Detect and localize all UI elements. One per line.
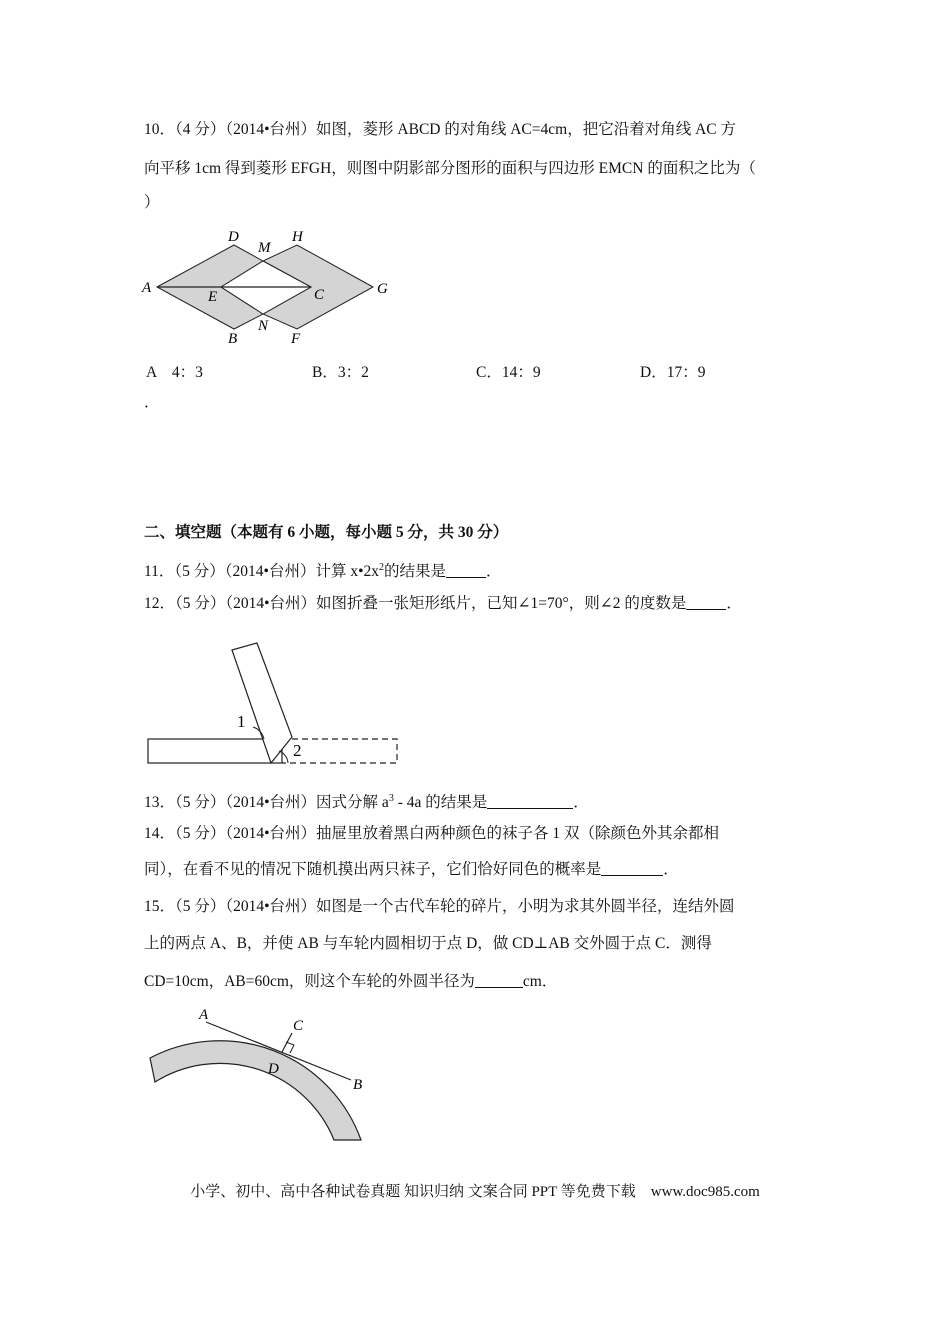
q12-label-1: 1 <box>237 712 246 731</box>
q10-label-a: A <box>142 280 152 296</box>
q15-line3-end: cm． <box>522 973 558 990</box>
q10-rhombus-figure <box>140 222 400 350</box>
q10-label-d: D <box>228 229 239 245</box>
q11-prefix: 11．（5 分）（2014•台州）计算 x•2x <box>144 563 380 581</box>
section2-heading: 二、填空题（本题有 6 小题，每小题 5 分，共 30 分） <box>144 524 509 541</box>
q10-label-g: G <box>377 281 388 297</box>
q15-answer-blank[interactable] <box>475 972 523 988</box>
q12-answer-blank[interactable] <box>686 594 726 610</box>
q10-label-f: F <box>291 331 301 347</box>
q13-sup: 3 <box>388 793 394 804</box>
q15-wheel-fragment-figure <box>140 1002 380 1152</box>
page-footer: 小学、初中、高中各种试卷真题 知识归纳 文案合同 PPT 等免费下载 www.doc985.com <box>190 1184 760 1200</box>
q11-sup: 2 <box>379 562 385 573</box>
q10-label-h: H <box>292 229 303 245</box>
q11-suffix: 的结果是 <box>384 563 447 581</box>
q15-line2: 上的两点 A、B，并使 AB 与车轮内圆相切于点 D，做 CD⊥AB 交外圆于点 C．测得 <box>144 935 712 952</box>
q10-option-a[interactable]: A 4：3 <box>146 364 203 381</box>
q13-end: ． <box>573 794 589 812</box>
q14-line2-end: ． <box>663 861 679 878</box>
q14-line2 <box>144 860 679 880</box>
q10-option-d[interactable]: D．17：9 <box>640 364 706 381</box>
q15-line1: 15．（5 分）（2014•台州）如图是一个古代车轮的碎片，小明为求其外圆半径，连结外圆 <box>144 898 735 915</box>
q15-line3-prefix: CD=10cm，AB=60cm，则这个车轮的外圆半径为 <box>144 973 475 990</box>
q14-line2-prefix: 同），在看不见的情况下随机摸出两只袜子，它们恰好同色的概率是 <box>144 861 602 878</box>
q14-line1: 14．（5 分）（2014•台州）抽屉里放着黑白两种颜色的袜子各 1 双（除颜色外其余都相 <box>144 825 720 842</box>
q10-line3: ） <box>144 194 160 211</box>
q15-line3 <box>144 972 557 992</box>
q10-line1: 10．（4 分）（2014•台州）如图，菱形 ABCD 的对角线 AC=4cm，把它沿着对角线 AC 方 <box>144 121 736 138</box>
q13-prefix: 13．（5 分）（2014•台州）因式分解 a <box>144 794 389 812</box>
q15-label-a: A <box>199 1007 209 1023</box>
q13-line <box>144 789 589 813</box>
q14-answer-blank[interactable] <box>601 860 663 876</box>
q15-label-d: D <box>268 1061 279 1077</box>
q10-trailing-dot: ． <box>144 394 160 411</box>
q12-line <box>144 594 742 614</box>
q10-option-b[interactable]: B．3：2 <box>312 364 369 381</box>
q15-label-b: B <box>353 1077 363 1093</box>
q15-label-c: C <box>293 1018 304 1034</box>
q12-strip <box>148 739 282 763</box>
q15-ring-segment <box>150 1041 361 1140</box>
q13-answer-blank[interactable] <box>487 793 573 809</box>
q11-end: ． <box>486 563 502 581</box>
q12-folded-paper-figure <box>140 636 410 771</box>
q10-option-c[interactable]: C．14：9 <box>476 364 541 381</box>
q10-line2: 向平移 1cm 得到菱形 EFGH，则图中阴影部分图形的面积与四边形 EMCN 的面积之比为（ <box>144 160 756 177</box>
q12-prefix: 12．（5 分）（2014•台州）如图折叠一张矩形纸片，已知∠1=70°，则∠2 的度数是 <box>144 595 687 612</box>
q11-line <box>144 558 502 582</box>
q15-right-angle-mark <box>286 1042 294 1053</box>
q10-label-e: E <box>208 289 218 305</box>
q10-label-n: N <box>258 318 269 334</box>
q10-label-m: M <box>258 240 271 256</box>
q12-label-2: 2 <box>293 741 302 760</box>
q12-end: ． <box>726 595 742 612</box>
q10-label-c: C <box>314 287 325 303</box>
q13-middle: - 4a 的结果是 <box>393 794 488 812</box>
q10-label-b: B <box>228 331 238 347</box>
q11-answer-blank[interactable] <box>446 562 486 578</box>
